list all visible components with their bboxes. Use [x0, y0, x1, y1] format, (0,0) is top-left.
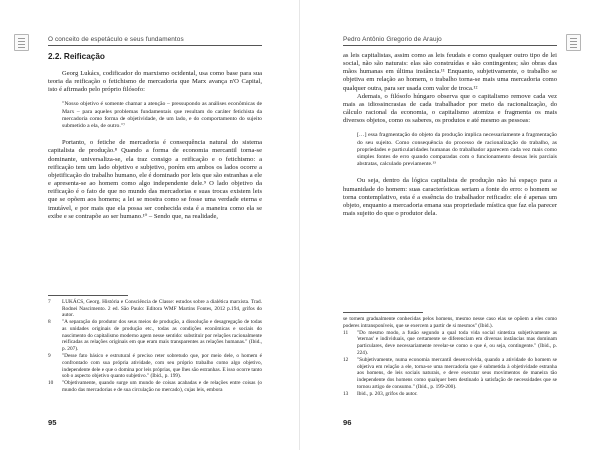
body-text — [48, 70, 262, 221]
footnote-text: LUKÁCS, Georg. História e Consciência de Classe: estudos sobre a dialética marxista. Trad. Rodnei Nascimento. 2 ed. São Paulo: Editora WMF Martins Fontes, 2012 p.194, grifos do autor. — [62, 299, 262, 319]
footnote-rule — [343, 312, 423, 313]
footnote-number: 9 — [48, 353, 51, 360]
paragraph: Georg Lukács, codificador do marxismo ocidental, usa como base para sua teoria da reificação o fetichismo de mercadoria que Marx avança n'O Capital, isto é afirmado pelo próprio filósofo: — [48, 70, 262, 94]
footnote-rule — [48, 295, 128, 296]
page-number: 96 — [343, 418, 352, 427]
document-page-icon — [566, 34, 581, 51]
paragraph: Ou seja, dentro da lógica capitalista de produção não há espaço para a humanidade do homem: suas características seriam a fonte do erro: o homem se torna contemplativo, esta é a essência do trabalhador reificado: ele é apenas um objeto, enquanto a mercadoria emana sua propriedade mística que faz ela parecer mais sujeito do que o produtor dela. — [343, 177, 557, 218]
paragraph: as leis capitalistas, assim como as leis feudais e como qualquer outro tipo de lei social, não são naturais: elas são construídas e são contingentes; são obras das mãos humanas em última instância.¹¹ Enquanto, subjetivamente, o trabalho se objetiva em relação ao homem, o trabalho torna-se mais uma mercadoria como qualquer outra, para ser usada com valor de troca.¹² — [343, 52, 557, 92]
body-text — [343, 52, 557, 218]
paragraph: Ademais, o filósofo húngaro observa que o capitalismo remove cada vez mais as idiossincrasias de cada trabalhador por meio da racionalização, do cálculo racional da economia, o capitalismo atomiza e fragmenta os mais diversos objetos, como os saberes, os produtos e até mesmo as pessoas: — [343, 92, 557, 125]
right-page — [300, 0, 600, 450]
footnote-number: 7 — [48, 299, 51, 305]
footnote — [48, 353, 262, 380]
footnote-text: Ibid., p. 203, grifos do autor. — [357, 390, 418, 397]
quote-text: […] essa fragmentação do objeto da produção implica necessariamente a fragmentação do seu sujeito. Como consequência do processo de racionalização do trabalho, as propriedades e particularidades humanas do trabalhador aparecem cada vez mais como simples fontes de erro quando comparadas com o funcionamento dessas leis parciais abstratas, calculado previamente.¹³ — [357, 132, 557, 168]
footnote — [48, 380, 262, 393]
footnote-text: "A separação do produtor dos seus meios de produção, a dissolução e desagregação de todas as unidades originais de produção etc., todas as condições econômicas e sociais do nascimento do capitalismo moderno agem nesse sentido: substituir por relações racionalmente reificadas as relações originais em que eram mais transparentes as relações humanas." (Ibid., p. 207). — [62, 319, 262, 353]
footnote-text: "Desse fato básico e estrutural é preciso reter sobretudo que, por meio dele, o homem é confrontado com sua própria atividade, com seu próprio trabalho como algo objetivo, independente dele e que o domina por leis próprias, que lhes são estranhas. E isso ocorre tanto sob o aspecto objetivo quanto subjetivo." (Ibid., p. 199). — [62, 353, 262, 380]
block-quote — [343, 125, 557, 177]
running-head: O conceito de espetáculo e seus fundamentos — [48, 36, 184, 43]
footnote-number: 10 — [48, 380, 54, 387]
footnote-text: se tornem gradualmente conhecidas pelos homens, mesmo nesse caso elas se opõem a eles como poderes intransponíveis, que se exercem a partir de si mesmos" (Ibid.). — [343, 316, 557, 329]
page-number: 95 — [48, 418, 57, 427]
footnote-number: 11 — [343, 329, 349, 336]
footnote-text: "Subjetivamente, numa economia mercantil desenvolvida, quando a atividade do homem se objetiva em relação a ele, torna-se uma mercadoria que é submetida à objetividade estranha aos homens, de leis sociais naturais, e deve executar seus movimentos de maneira tão independente dos homens como qualquer bem destinado à satisfação de necessidades que se tornou artigo de consumo." (Ibid., p. 199-200). — [357, 356, 557, 390]
document-page-icon — [14, 34, 29, 51]
header-rule — [48, 45, 262, 46]
footnotes — [343, 316, 557, 398]
footnote — [343, 330, 557, 357]
footnote-number: 13 — [343, 390, 349, 397]
running-head: Pedro Antônio Gregorio de Araujo — [343, 36, 442, 43]
quote-text: "Nosso objetivo é somente chamar a atenção – pressupondo as análises econômicas de Marx – para aqueles problemas fundamentais que resultam do caráter fetichista da mercadoria como forma de objetividade, de um lado, e do comportamento do sujeito submetido a ela, de outro."⁷ — [62, 101, 262, 130]
footnote-number: 8 — [48, 319, 51, 326]
footnote — [48, 299, 262, 319]
footnote-number: 12 — [343, 356, 349, 363]
footnote-text: "Objetivamente, quando surge um mundo de coisas acabadas e de relações entre coisas (o mundo das mercadorias e de sua circulação no mercado), cujas leis, embora — [62, 380, 262, 394]
footnotes — [48, 299, 262, 394]
block-quote — [48, 94, 262, 139]
footnote-continuation — [343, 316, 557, 329]
paragraph: Portanto, o fetiche de mercadoria é consequência natural do sistema capitalista de produção.⁸ Quando a forma de economia mercantil torna-se dominante, universaliza-se, ela traz consigo a reificação e o fetichismo: a reificação tem um lado objetivo e subjetivo, porém em ambos os lados ocorre a objetificação do trabalho humano, ele é dominado por leis que são estranhas a ele e apresenta-se ao homem como algo independente dele.⁹ O lado objetivo da reificação é o fato de que no mundo das mercadorias e suas trocas existem leis que se opõem aos homens; a lei se mostra como se fosse uma verdade eterna e imutável, e por mais que ela possa ser conhecida esta é a maneira como ela se exibe e se contrapõe ao ser humano.¹⁰ – Sendo que, na realidade, — [48, 139, 262, 220]
footnote — [343, 391, 557, 398]
footnote — [343, 357, 557, 390]
section-title: 2.2. Reificação — [48, 52, 105, 61]
footnote — [48, 319, 262, 352]
footnote-text: "Do mesmo modo, a fusão segundo a qual toda vida social sintetiza subjetivamente as 'eternas' e individuais, que certamente se diferenciam em diversas instâncias mas dominam particulares, deve necessariamente revelar-se como o que é, ou seja, contingente." (Ibid., p. 224). — [357, 329, 557, 356]
header-rule — [343, 45, 557, 46]
